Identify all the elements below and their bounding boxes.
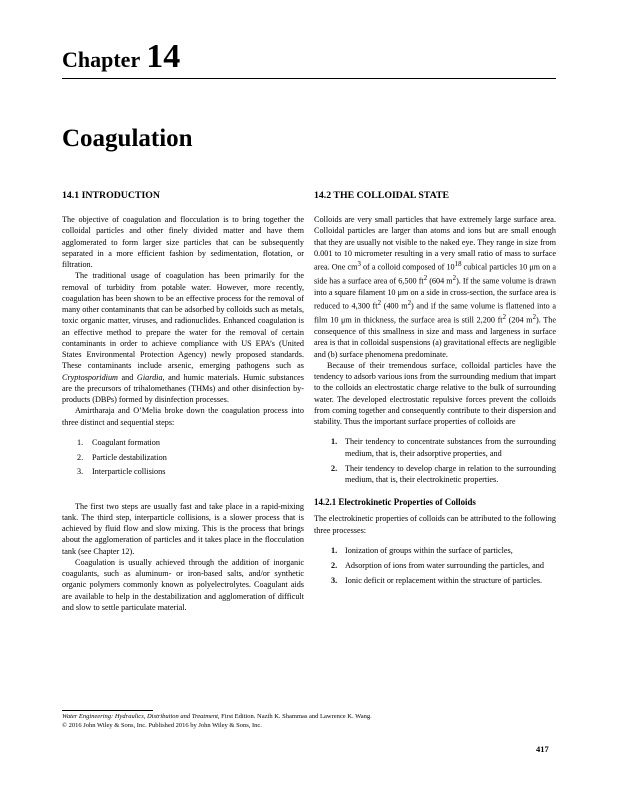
list-item: 2. Adsorption of ions from water surrounding the particles, and (331, 561, 544, 571)
paragraph: Coagulation is usually achieved through the addition of inorganic coagulants, such as aluminum- or iron-based salts, and/or synthetic organic polymers commonly known as polyelectrolytes. Coagulant aids are available to help in the destabilization and agglomeration of difficult and slow to settle particulate material. (62, 557, 304, 612)
chapter-label: Chapter (62, 47, 141, 72)
coagulation-steps-list (62, 437, 304, 478)
copyright-line: © 2016 John Wiley & Sons, Inc. Published 2016 by John Wiley & Sons, Inc. (62, 722, 262, 729)
paragraph: The traditional usage of coagulation has been primarily for the removal of turbidity from potable water. However, more recently, coagulation has been shown to be an effective process for the removal of many other contaminants that can be adsorbed by colloids such as metals, toxic organic matter, viruses, and radionuclides. Enhanced coagulation is an effective method to prepare the water for the removal of certain contaminants in order to achieve compliance with US EPA’s (United States Environmental Protection Agency) newly proposed standards. These contaminants include arsenic, emerging pathogens such as Cryptosporidium and Giardia, and humic materials. Humic substances are the precursors of trihalomethanes (THMs) and other disinfection by-products (DBPs) formed by disinfection processes. (62, 271, 304, 404)
chapter-heading (62, 38, 180, 76)
paragraph: Because of their tremendous surface, colloidal particles have the tendency to adsorb various ions from the surrounding medium that impart to the colloids an electrostatic charge relative to the bulk of surrounding water. The developed electrostatic repulsive forces prevent the colloids from coming together and consequently contribute to their dispersion and stability. Thus the important surface properties of colloids are (314, 360, 556, 427)
left-column (62, 190, 304, 613)
chapter-title: Coagulation (62, 125, 193, 152)
subsection-heading-electrokinetic: 14.2.1 Electrokinetic Properties of Colloids (314, 497, 476, 508)
list-item: 1. Their tendency to concentrate substances from the surrounding medium, that is, their adsorptive properties, and (331, 437, 556, 458)
right-column (314, 190, 556, 596)
section-heading-colloidal-state: 14.2 THE COLLOIDAL STATE (314, 190, 450, 201)
list-item: 2. Particle destabilization (77, 452, 167, 462)
footnote-rule (62, 710, 153, 711)
list-item: 3. Ionic deficit or replacement within the structure of particles. (331, 576, 543, 586)
section-heading-introduction: 14.1 INTRODUCTION (62, 190, 160, 201)
footnote: Water Engineering: Hydraulics, Distribution and Treatment, First Edition. Nazih K. Shammas and Lawrence K. Wang. © 2016 John Wiley & Sons, Inc. Published 2016 by John Wiley & Sons, Inc. (62, 712, 556, 730)
paragraph: The first two steps are usually fast and take place in a rapid-mixing tank. The third step, interparticle collisions, is a slower process that is achieved by fluid flow and slow mixing. This is the process that brings about the agglomeration of particles and it takes place in the flocculation tank (see Chapter 12). (62, 501, 304, 556)
page-number: 417 (536, 744, 549, 754)
paragraph: The electrokinetic properties of colloids can be attributed to the following three processes: (314, 514, 556, 535)
paragraph: Amirtharaja and O’Melia broke down the coagulation process into three distinct and sequential steps: (62, 406, 304, 427)
electrokinetic-processes-list (314, 545, 556, 587)
surface-properties-list (314, 436, 556, 485)
chapter-rule (62, 78, 556, 79)
list-item: 2. Their tendency to develop charge in relation to the surrounding medium, that is, their electrokinetic properties. (331, 463, 556, 485)
list-item: 1. Ionization of groups within the surface of particles, (331, 545, 513, 555)
book-title: Water Engineering: Hydraulics, Distribution and Treatment (62, 713, 218, 720)
list-item: 3. Interparticle collisions (77, 467, 166, 477)
paragraph: Colloids are very small particles that have extremely large surface area. Colloidal particles are larger than atoms and ions but are small enough that they are usually not visible to the naked eye. They range in size from 0.001 to 10 micrometer resulting in a very small ratio of mass to surface area. One $cm^3$ of a colloid composed of $10^{18}$ cubical particles 10 μm on a side has a surface area of 6,500 $ft^2$ (604 $m^2$). If the same volume is drawn into a square filament 10 μm on a side in cross-section, the surface area is reduced to 4,300 $ft^2$ (400 $m^2$) and if the same volume is flattened into a film 10 μm in thickness, the surface area is still 2,200 $ft^2$ (204 $m^2$). The consequence of this smallness in size and mass and largeness in surface area is that in colloidal suspensions (a) gravitational effects are negligible and (b) surface phenomena predominate. (314, 215, 557, 359)
chapter-number: 14 (146, 38, 181, 75)
paragraph: The objective of coagulation and flocculation is to bring together the colloidal particles and other finely divided matter and have them agglomerated to form larger size particles that can be subsequently separated in a more efficient fashion by sedimentation, flotation, or filtration. (62, 215, 304, 269)
list-item: 1. Coagulant formation (77, 437, 160, 447)
